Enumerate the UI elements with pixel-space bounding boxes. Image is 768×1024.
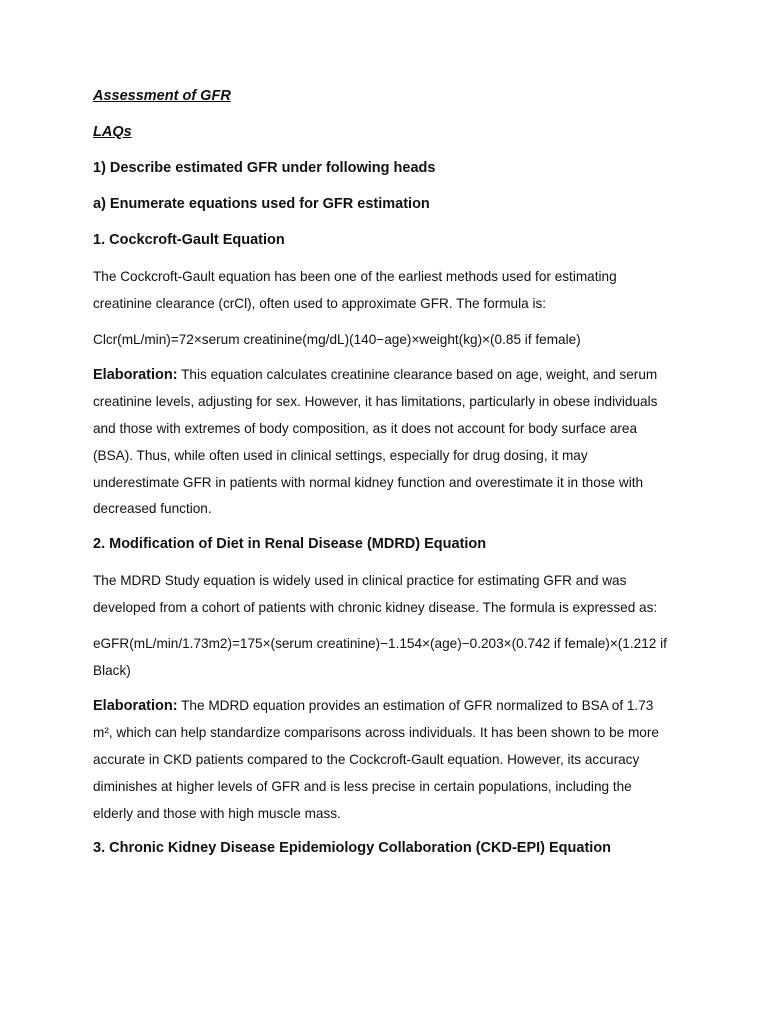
section-1-elaboration-label: Elaboration: [93, 367, 178, 384]
section-2-formula: eGFR(mL/min/1.73m2)=175×(serum creatinine)−1.154×(age)−0.203×(0.742 if female)×(1.212 if Black) [93, 635, 667, 678]
document-page [93, 84, 673, 872]
section-1-elaboration [93, 362, 673, 523]
section-2-elaboration-label: Elaboration: [93, 698, 178, 715]
section-3-heading: 3. Chronic Kidney Disease Epidemiology Collaboration (CKD-EPI) Equation [93, 840, 612, 857]
section-2-heading: 2. Modification of Diet in Renal Disease (MDRD) Equation [93, 536, 487, 553]
document-title: Assessment of GFR [93, 88, 231, 104]
section-2-elaboration [93, 693, 673, 827]
section-1-heading: 1. Cockcroft-Gault Equation [93, 232, 285, 248]
section-1-formula: Clcr(mL/min)=72×serum creatinine(mg/dL)(140−age)×weight(kg)×(0.85 if female) [93, 331, 581, 347]
section-1-elaboration-text: This equation calculates creatinine clearance based on age, weight, and serum creatinine levels, adjusting for sex. However, it has limitations, particularly in obese individuals and those with extremes of body composition, as it does not account for body surface area (BSA). Thus, while often used in clinical settings, especially for drug dosing, it may underestimate GFR in patients with normal kidney function and overestimate it in those with decreased function. [93, 367, 658, 517]
section-1-intro: The Cockcroft-Gault equation has been one of the earliest methods used for estimating creatinine clearance (crCl), often used to approximate GFR. The formula is: [93, 269, 617, 311]
section-2-elaboration-text: The MDRD equation provides an estimation of GFR normalized to BSA of 1.73 m², which can help standardize comparisons across individuals. It has been shown to be more accurate in CKD patients compared to the Cockcroft-Gault equation. However, its accuracy diminishes at higher levels of GFR and is less precise in certain populations, including the elderly and those with high muscle mass. [93, 698, 659, 821]
question-heading: 1) Describe estimated GFR under following heads [93, 160, 436, 176]
section-label-laqs: LAQs [93, 124, 132, 140]
part-a-heading: a) Enumerate equations used for GFR estimation [93, 196, 430, 212]
section-2-intro: The MDRD Study equation is widely used in clinical practice for estimating GFR and was developed from a cohort of patients with chronic kidney disease. The formula is expressed as: [93, 573, 658, 615]
